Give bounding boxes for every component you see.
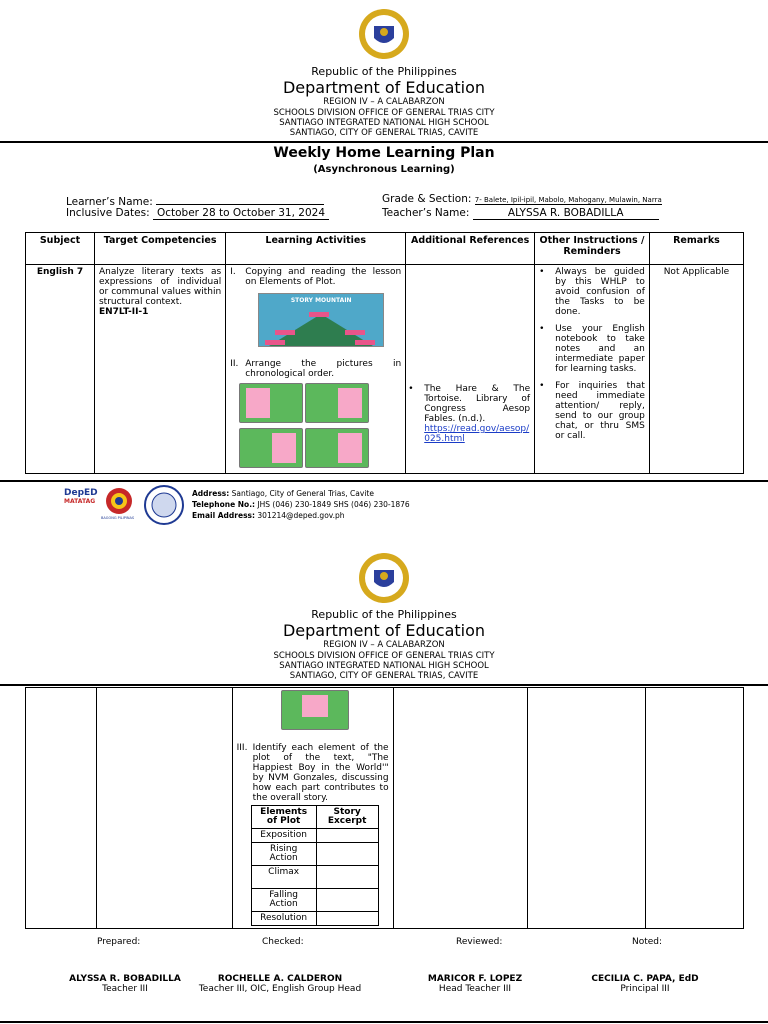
instructions-cell [535, 265, 650, 474]
school-seal-logo [144, 485, 184, 525]
instructions-cell-empty [528, 688, 646, 929]
grade-label: Grade & Section: [382, 193, 472, 205]
fable-picture-1 [239, 383, 303, 423]
grade-value: 7- Balete, Ipil-ipil, Mabolo, Mahogany, Mulawin, Narra [474, 196, 662, 204]
matatag-logo-text: MATATAG [64, 498, 96, 505]
activity-2-number: II. [230, 359, 239, 369]
signature-checked [185, 974, 375, 994]
activities-cell [232, 688, 393, 929]
plot-row-blank[interactable] [316, 829, 378, 843]
activity-3-text: Identify each element of the plot of the text, "The Happiest Boy in the World'" by NVM Gonzales, discussing how each part contributes to the overall story. [252, 743, 389, 803]
bullet-icon: • [539, 381, 545, 391]
plot-row [251, 889, 378, 912]
noted-caption: Noted: [632, 937, 663, 947]
header-divider [0, 141, 768, 143]
plot-row-blank[interactable] [316, 889, 378, 912]
plot-row-label: Resolution [251, 912, 316, 926]
dates-row [66, 207, 329, 220]
plot-row-label: Falling Action [251, 889, 316, 912]
grade-row [382, 193, 662, 205]
table-header-row [26, 233, 744, 265]
signatory-role: Teacher III [102, 984, 148, 994]
teacher-row [382, 207, 659, 220]
competency-cell-empty [96, 688, 232, 929]
department-title: Department of Education [282, 78, 486, 97]
plan-title: Weekly Home Learning Plan [273, 145, 495, 161]
deped-logo-text: DepED [64, 488, 98, 498]
instruction-item-2 [539, 324, 645, 374]
plot-row-blank[interactable] [316, 866, 378, 889]
footer-contact [192, 488, 410, 521]
table-row [26, 688, 744, 929]
address-value: Santiago, City of General Trias, Cavite [231, 489, 374, 498]
instruction-item-1 [539, 267, 645, 317]
plot-row-label: Exposition [251, 829, 316, 843]
school-text: SANTIAGO INTEGRATED NATIONAL HIGH SCHOOL [279, 661, 489, 671]
story-mountain-image [258, 293, 384, 347]
plot-row-blank[interactable] [316, 843, 378, 866]
plot-header-elements: Elements of Plot [251, 806, 316, 829]
fable-pictures-grid [239, 383, 401, 471]
school-text: SANTIAGO INTEGRATED NATIONAL HIGH SCHOOL [279, 118, 489, 128]
fable-picture-4 [305, 428, 369, 468]
activity-1 [230, 267, 401, 287]
bullet-icon: • [539, 267, 545, 277]
references-cell [406, 265, 535, 474]
fable-picture-2 [305, 383, 369, 423]
deped-seal-logo [358, 552, 410, 604]
email-label: Email Address: [192, 511, 256, 520]
plot-elements-table [251, 805, 379, 926]
learning-plan-table [25, 232, 744, 474]
fable-picture-5 [281, 690, 349, 730]
signatory-role: Teacher III, OIC, English Group Head [198, 984, 362, 994]
reference-item [408, 384, 530, 444]
region-text: REGION IV – A CALABARZON [323, 97, 445, 107]
activity-2-text: Arrange the pictures in chronological order. [245, 359, 402, 379]
reference-link[interactable]: https://read.gov/aesop/025.html [424, 424, 530, 444]
division-text: SCHOOLS DIVISION OFFICE OF GENERAL TRIAS CITY [273, 651, 495, 661]
reference-text: The Hare & The Tortoise. Library of Congress Aesop Fables. (n.d.). [424, 384, 531, 424]
learner-name-row [66, 193, 324, 208]
signatory-name: CECILIA C. PAPA, EdD [591, 974, 699, 984]
story-mountain-label: STORY MOUNTAIN [290, 297, 352, 304]
competency-code: EN7LT-II-1 [98, 307, 149, 317]
email-value: 301214@deped.gov.ph [257, 511, 345, 520]
mountain-illustration [259, 306, 383, 346]
competency-text: Analyze literary texts as expressions of individual or communal values within structural context. [98, 267, 222, 307]
footer-divider [0, 480, 768, 482]
republic-text: Republic of the Philippines [311, 65, 457, 78]
table-row [26, 265, 744, 474]
plot-row-blank[interactable] [316, 912, 378, 926]
checked-caption: Checked: [262, 937, 304, 947]
col-remarks: Remarks [649, 233, 743, 265]
activities-cell [226, 265, 406, 474]
dates-value: October 28 to October 31, 2024 [153, 207, 329, 220]
signature-prepared [45, 974, 205, 994]
learner-name-blank [156, 193, 324, 205]
signatory-role: Head Teacher III [438, 984, 512, 994]
division-text: SCHOOLS DIVISION OFFICE OF GENERAL TRIAS CITY [273, 108, 495, 118]
col-instructions: Other Instructions / Reminders [535, 233, 650, 265]
bagong-pilipinas-logo [104, 486, 134, 516]
signatory-role: Principal III [620, 984, 670, 994]
plot-header-excerpt: Story Excerpt [316, 806, 378, 829]
school-address-text: SANTIAGO, CITY OF GENERAL TRIAS, CAVITE [289, 128, 479, 138]
signature-reviewed [395, 974, 555, 994]
department-title: Department of Education [282, 621, 486, 640]
col-references: Additional References [406, 233, 535, 265]
instruction-text-3: For inquiries that need immediate attention/ reply, send to our group chat, or thru SMS or call. [555, 381, 645, 441]
dates-label: Inclusive Dates: [66, 207, 150, 219]
bullet-icon: • [539, 324, 545, 334]
instruction-item-3 [539, 381, 645, 441]
signatory-name: ALYSSA R. BOBADILLA [69, 974, 181, 984]
bagong-pilipinas-text: BAGONG PILIPINAS [101, 516, 135, 520]
address-label: Address: [192, 489, 230, 498]
references-cell-empty [393, 688, 528, 929]
remarks-cell: Not Applicable [649, 265, 743, 474]
col-activities: Learning Activities [226, 233, 406, 265]
fable-picture-3 [239, 428, 303, 468]
activity-1-text: Copying and reading the lesson on Elements of Plot. [245, 267, 402, 287]
signatory-name: MARICOR F. LOPEZ [427, 974, 523, 984]
plot-row [251, 843, 378, 866]
plan-subtitle: (Asynchronous Learning) [313, 164, 455, 175]
signatory-name: ROCHELLE A. CALDERON [217, 974, 343, 984]
plot-row [251, 912, 378, 926]
col-competencies: Target Competencies [94, 233, 225, 265]
col-subject: Subject [26, 233, 95, 265]
learning-plan-table-continued [25, 687, 744, 929]
deped-seal-logo [358, 8, 410, 60]
instruction-text-1: Always be guided by this WHLP to avoid confusion of the Tasks to be done. [555, 267, 645, 317]
republic-text: Republic of the Philippines [311, 608, 457, 621]
prepared-caption: Prepared: [97, 937, 141, 947]
header-divider [0, 684, 768, 686]
subject-cell: English 7 [26, 265, 95, 474]
plot-header-row [251, 806, 378, 829]
subject-cell-empty [26, 688, 97, 929]
learner-name-label: Learner’s Name: [66, 196, 153, 208]
signature-noted [565, 974, 725, 994]
plot-row [251, 866, 378, 889]
phone-label: Telephone No.: [192, 500, 256, 509]
bottom-divider [0, 1021, 768, 1023]
instruction-text-2: Use your English notebook to take notes and an intermediate paper for learning tasks. [555, 324, 645, 374]
plot-row [251, 829, 378, 843]
remarks-cell-empty [646, 688, 744, 929]
competency-cell [94, 265, 225, 474]
plot-row-label: Rising Action [251, 843, 316, 866]
teacher-value: ALYSSA R. BOBADILLA [473, 207, 659, 220]
activity-3 [237, 743, 389, 803]
teacher-label: Teacher’s Name: [382, 207, 470, 219]
bullet-icon: • [408, 384, 414, 394]
activity-1-number: I. [230, 267, 236, 277]
activity-2 [230, 359, 401, 379]
activity-3-number: III. [236, 743, 248, 753]
deped-matatag-logo [64, 488, 100, 520]
school-address-text: SANTIAGO, CITY OF GENERAL TRIAS, CAVITE [289, 671, 479, 681]
phone-value: JHS (046) 230-1849 SHS (046) 230-1876 [257, 500, 410, 509]
region-text: REGION IV – A CALABARZON [323, 640, 445, 650]
reviewed-caption: Reviewed: [456, 937, 503, 947]
plot-row-label: Climax [251, 866, 316, 889]
